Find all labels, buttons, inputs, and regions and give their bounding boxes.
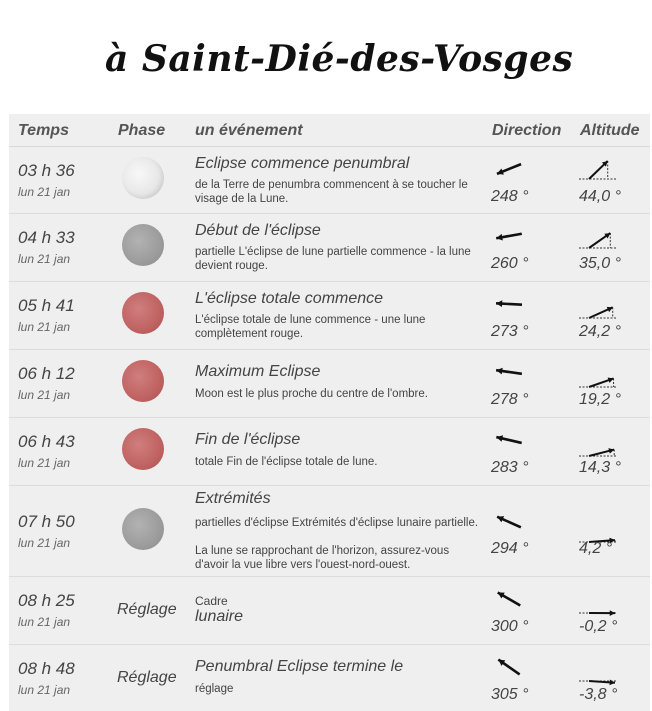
altitude-arrow-shape: [579, 161, 617, 179]
table-row: [9, 214, 650, 282]
direction-arrow-icon: [489, 426, 529, 456]
direction-value: 300 °: [491, 618, 529, 636]
total-moon-icon: [122, 428, 164, 470]
event-date: lun 21 jan: [18, 185, 70, 199]
altitude-value: 19,2 °: [579, 391, 621, 409]
direction-arrow-shape: [496, 300, 522, 307]
altitude-arrow-icon: [579, 226, 619, 252]
event-time: 03 h 36: [18, 161, 75, 181]
table-row: [9, 418, 650, 486]
direction-arrow-shape: [497, 164, 521, 175]
event-title: Extrémités: [195, 490, 271, 508]
event-date: lun 21 jan: [18, 683, 70, 697]
altitude-arrow-shape: [579, 448, 617, 456]
partial-moon-icon: [122, 508, 164, 550]
event-description: partielle L'éclipse de lune partielle commence - la lune devient rouge.: [195, 245, 480, 273]
event-date: lun 21 jan: [18, 252, 70, 266]
event-time: 04 h 33: [18, 228, 75, 248]
event-title-prefix: Cadre: [195, 594, 228, 608]
direction-arrow-icon: [489, 585, 529, 615]
direction-arrow-icon: [489, 222, 529, 252]
header-event: un événement: [195, 122, 303, 140]
direction-value: 283 °: [491, 459, 529, 477]
direction-value: 305 °: [491, 686, 529, 704]
altitude-arrow-shape: [579, 680, 617, 686]
event-date: lun 21 jan: [18, 456, 70, 470]
altitude-value: 44,0 °: [579, 188, 621, 206]
altitude-arrow-icon: [579, 157, 619, 183]
direction-value: 273 °: [491, 323, 529, 341]
header-direction: Direction: [492, 122, 561, 140]
event-title: Fin de l'éclipse: [195, 431, 300, 449]
altitude-value: 14,3 °: [579, 459, 621, 477]
total-moon-icon: [122, 292, 164, 334]
event-description: de la Terre de penumbra commencent à se toucher le visage de la Lune.: [195, 178, 480, 206]
eclipse-table: [9, 114, 650, 711]
table-header: [9, 114, 650, 147]
direction-arrow-icon: [489, 155, 529, 185]
altitude-arrow-icon: [579, 434, 619, 460]
event-time: 06 h 12: [18, 364, 75, 384]
penumbral-moon-icon: [122, 157, 164, 199]
event-title: lunaire: [195, 608, 243, 626]
event-description-warning: La lune se rapprochant de l'horizon, assurez-vous d'avoir la vue libre vers l'ouest-nord-ouest.: [195, 544, 480, 572]
event-date: lun 21 jan: [18, 615, 70, 629]
event-date: lun 21 jan: [18, 536, 70, 550]
table-row: [9, 486, 650, 577]
event-description: réglage: [195, 682, 480, 696]
event-title: Début de l'éclipse: [195, 222, 321, 240]
altitude-arrow-shape: [579, 307, 617, 318]
event-description: totale Fin de l'éclipse totale de lune.: [195, 455, 480, 469]
event-title: Maximum Eclipse: [195, 363, 320, 381]
phase-setting-label: Réglage: [117, 669, 177, 687]
event-description: L'éclipse totale de lune commence - une lune complètement rouge.: [195, 313, 480, 341]
event-time: 08 h 48: [18, 659, 75, 679]
direction-value: 260 °: [491, 255, 529, 273]
total-moon-icon: [122, 360, 164, 402]
direction-arrow-icon: [489, 653, 529, 683]
event-time: 07 h 50: [18, 512, 75, 532]
event-title: L'éclipse totale commence: [195, 290, 383, 308]
header-time: Temps: [18, 122, 69, 140]
partial-moon-icon: [122, 224, 164, 266]
altitude-arrow-shape: [579, 610, 617, 616]
event-title: Eclipse commence penumbral: [195, 155, 409, 173]
direction-arrow-icon: [489, 358, 529, 388]
event-time: 05 h 41: [18, 296, 75, 316]
altitude-arrow-shape: [579, 377, 617, 387]
table-row: [9, 577, 650, 645]
altitude-value: -0,2 °: [579, 618, 617, 636]
direction-arrow-shape: [497, 516, 521, 527]
altitude-value: 35,0 °: [579, 255, 621, 273]
event-date: lun 21 jan: [18, 320, 70, 334]
altitude-arrow-icon: [579, 365, 619, 391]
altitude-value: -3,8 °: [579, 686, 617, 704]
event-description: partielles d'éclipse Extrémités d'éclipse lunaire partielle.: [195, 516, 480, 530]
direction-arrow-icon: [489, 508, 529, 538]
event-time: 06 h 43: [18, 432, 75, 452]
direction-arrow-shape: [496, 435, 521, 443]
direction-arrow-shape: [496, 234, 522, 241]
table-row: [9, 147, 650, 214]
header-phase: Phase: [118, 122, 165, 140]
event-title: Penumbral Eclipse termine le: [195, 658, 403, 676]
direction-arrow-shape: [498, 660, 519, 675]
direction-value: 278 °: [491, 391, 529, 409]
direction-arrow-shape: [496, 368, 522, 375]
direction-arrow-icon: [489, 290, 529, 320]
table-row: [9, 350, 650, 418]
header-altitude: Altitude: [580, 122, 640, 140]
altitude-arrow-icon: [579, 591, 619, 617]
direction-value: 294 °: [491, 540, 529, 558]
direction-arrow-shape: [498, 593, 521, 606]
altitude-arrow-icon: [579, 296, 619, 322]
event-time: 08 h 25: [18, 591, 75, 611]
table-row: [9, 282, 650, 350]
phase-setting-label: Réglage: [117, 601, 177, 619]
event-description: Moon est le plus proche du centre de l'ombre.: [195, 387, 480, 401]
event-date: lun 21 jan: [18, 388, 70, 402]
altitude-value: 24,2 °: [579, 323, 621, 341]
altitude-arrow-icon: [579, 659, 619, 685]
table-row: [9, 645, 650, 711]
direction-value: 248 °: [491, 188, 529, 206]
altitude-arrow-shape: [579, 233, 617, 248]
page-title: à Saint-Dié-des-Vosges: [105, 38, 573, 80]
altitude-value: 4,2 °: [579, 540, 612, 558]
